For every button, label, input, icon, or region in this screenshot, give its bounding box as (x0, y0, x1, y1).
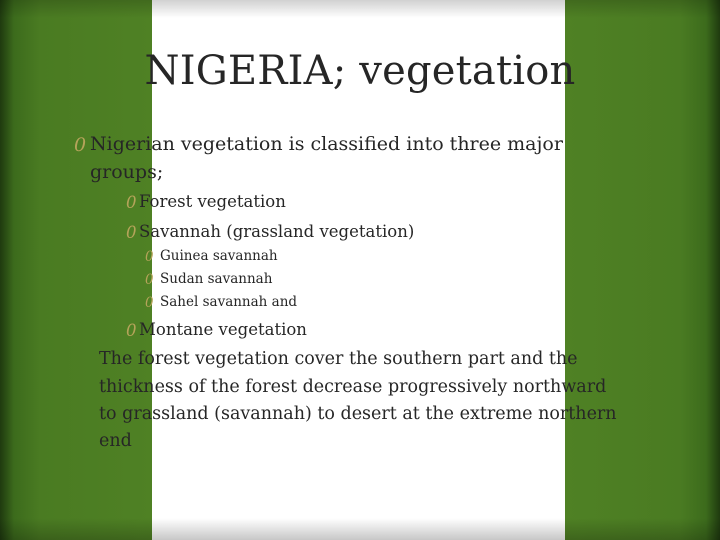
bullet-icon: 0 (145, 272, 154, 288)
bullet-icon: 0 (126, 321, 137, 340)
paragraph-line-1: The forest vegetation cover the southern part and the (99, 349, 578, 369)
list-item-guinea-savannah: Guinea savannah (160, 248, 278, 264)
list-item-sahel-savannah: Sahel savannah and (160, 294, 298, 310)
top-shadow (0, 0, 720, 18)
list-item-montane: Montane vegetation (139, 320, 307, 339)
list-item-savannah: Savannah (grassland vegetation) (139, 222, 415, 241)
bullet-icon: 0 (145, 249, 154, 265)
bullet-icon: 0 (126, 193, 137, 212)
bullet-icon: 0 (145, 295, 154, 311)
paragraph-line-2: thickness of the forest decrease progressively northward (99, 377, 607, 397)
intro-text-line-2: groups; (90, 161, 164, 183)
paragraph-line-4: end (99, 431, 132, 451)
list-item-sudan-savannah: Sudan savannah (160, 271, 273, 287)
bullet-icon: 0 (126, 223, 137, 242)
bottom-shadow (0, 518, 720, 540)
list-item-forest: Forest vegetation (139, 192, 286, 211)
paragraph-line-3: to grassland (savannah) to desert at the extreme northern (99, 404, 617, 424)
intro-text-line-1: Nigerian vegetation is classified into three major (90, 133, 563, 155)
bullet-icon: 0 (74, 134, 87, 156)
slide-title: NIGERIA; vegetation (144, 48, 576, 94)
